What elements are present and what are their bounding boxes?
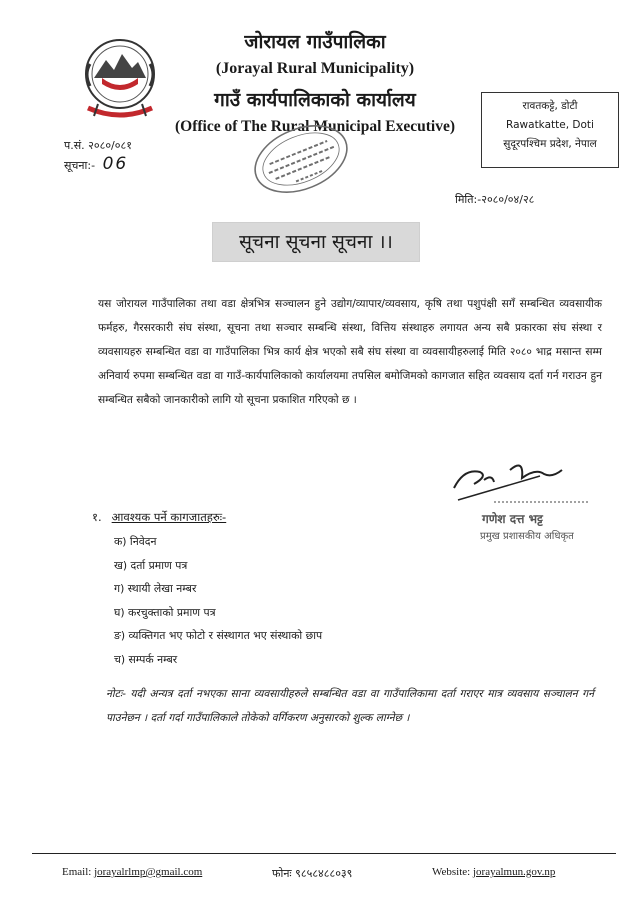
address-box bbox=[481, 92, 619, 168]
footer-email bbox=[62, 866, 202, 878]
list-item: क) निवेदन bbox=[114, 535, 157, 548]
documents-heading-text: आवश्यक पर्ने कागजातहरुः- bbox=[111, 510, 227, 524]
website-link[interactable]: jorayalmun.gov.np bbox=[472, 866, 556, 878]
footer-phone bbox=[272, 866, 352, 881]
municipality-name-nepali: जोरायल गाउँपालिका bbox=[244, 31, 386, 53]
reference-number: प.सं. २०८०/०८१ bbox=[64, 139, 132, 152]
notice-number-line bbox=[64, 154, 128, 174]
notice-body-paragraph: यस जोरायल गाउँपालिका तथा वडा क्षेत्रभित्र सञ्चालन हुने उद्योग/व्यापार/व्यवसाय, कृषि तथा पशुपंक्षी सगँ सम्बन्धित व्यवसायीक फर्महरु, गैरसरकारी संघ संस्था, सूचना तथा सञ्चार सम्बन्धि संस्था, वित्तिय संस्थाहरु लगायत अन्य सबै प्रकारका संघ संस्था र व्यवसायहरु सम्बन्धित वडा वा गाउँपालिका भित्र कार्य क्षेत्र भएको सबै संघ संस्था वा व्यवसायीहरुलाई मिति २०८० भाद्र मसान्त सम्म अनिवार्य रुपमा सम्बन्धित वडा वा गाउँ-कार्यपालिकाको कार्यालयमा तपसिल बमोजिमको कागजात सहित व्यवसाय दर्ता गर्न गराउन हुन सम्बन्धित सबैको जानकारीको लागि यो सूचना प्रकाशित गरिएको छ । bbox=[98, 298, 602, 406]
signatory-title: प्रमुख प्रशासकीय अधिकृत bbox=[480, 531, 574, 542]
handwritten-signature bbox=[444, 448, 594, 508]
list-item: घ) करचुक्ताको प्रमाण पत्र bbox=[114, 605, 216, 619]
list-item: ङ) व्यक्तिगत भए फोटो र संस्थागत भए संस्थाको छाप bbox=[114, 629, 323, 642]
notice-number-handwritten: 06 bbox=[102, 154, 129, 174]
address-line-2: Rawatkatte, Doti bbox=[506, 119, 594, 131]
list-item: ख) दर्ता प्रमाण पत्र bbox=[114, 558, 188, 572]
address-line-1: रावतकट्टे, डोटी bbox=[522, 100, 578, 112]
office-stamp-seal bbox=[242, 120, 360, 198]
email-link[interactable]: jorayalrlmp@gmail.com bbox=[94, 866, 203, 878]
office-name-english: (Office of The Rural Municipal Executive) bbox=[175, 118, 455, 135]
list-item: ग) स्थायी लेखा नम्बर bbox=[114, 582, 197, 595]
documents-heading bbox=[92, 510, 226, 525]
documents-number: १. bbox=[92, 510, 102, 524]
address-line-3: सुदूरपश्चिम प्रदेश, नेपाल bbox=[503, 138, 597, 150]
municipality-name-english: (Jorayal Rural Municipality) bbox=[215, 60, 415, 77]
email-label: Email: bbox=[62, 866, 92, 878]
footer-website bbox=[432, 866, 555, 878]
nepal-emblem-logo bbox=[80, 34, 160, 126]
phone-label: फोनः bbox=[272, 867, 292, 880]
documents-list bbox=[114, 530, 322, 671]
website-label: Website: bbox=[432, 866, 471, 878]
list-item: च) सम्पर्क नम्बर bbox=[114, 652, 178, 666]
phone-number: ९८५८४८८०३९ bbox=[295, 867, 353, 880]
notice-date: मिति:-२०८०/०४/२८ bbox=[455, 193, 535, 206]
signatory-name: गणेश दत्त भट्ट bbox=[482, 512, 543, 526]
notice-banner: सूचना सूचना सूचना ।। bbox=[212, 222, 420, 262]
footer-divider bbox=[32, 853, 616, 854]
office-name-nepali: गाउँ कार्यपालिकाको कार्यालय bbox=[214, 89, 416, 111]
notice-note: नोटः- यदी अन्यत्र दर्ता नभएका साना व्यवसायीहरुले सम्बन्धित वडा वा गाउँपालिकामा दर्ता गराएर मात्र व्यवसाय सञ्चालन गर्न पाउनेछन । दर्ता गर्दा गाउँपालिकाले तोकेको वर्गिकरण अनुसारको शुल्क लाग्नेछ । bbox=[106, 688, 594, 724]
notice-number-label: सूचना:- bbox=[64, 159, 96, 172]
